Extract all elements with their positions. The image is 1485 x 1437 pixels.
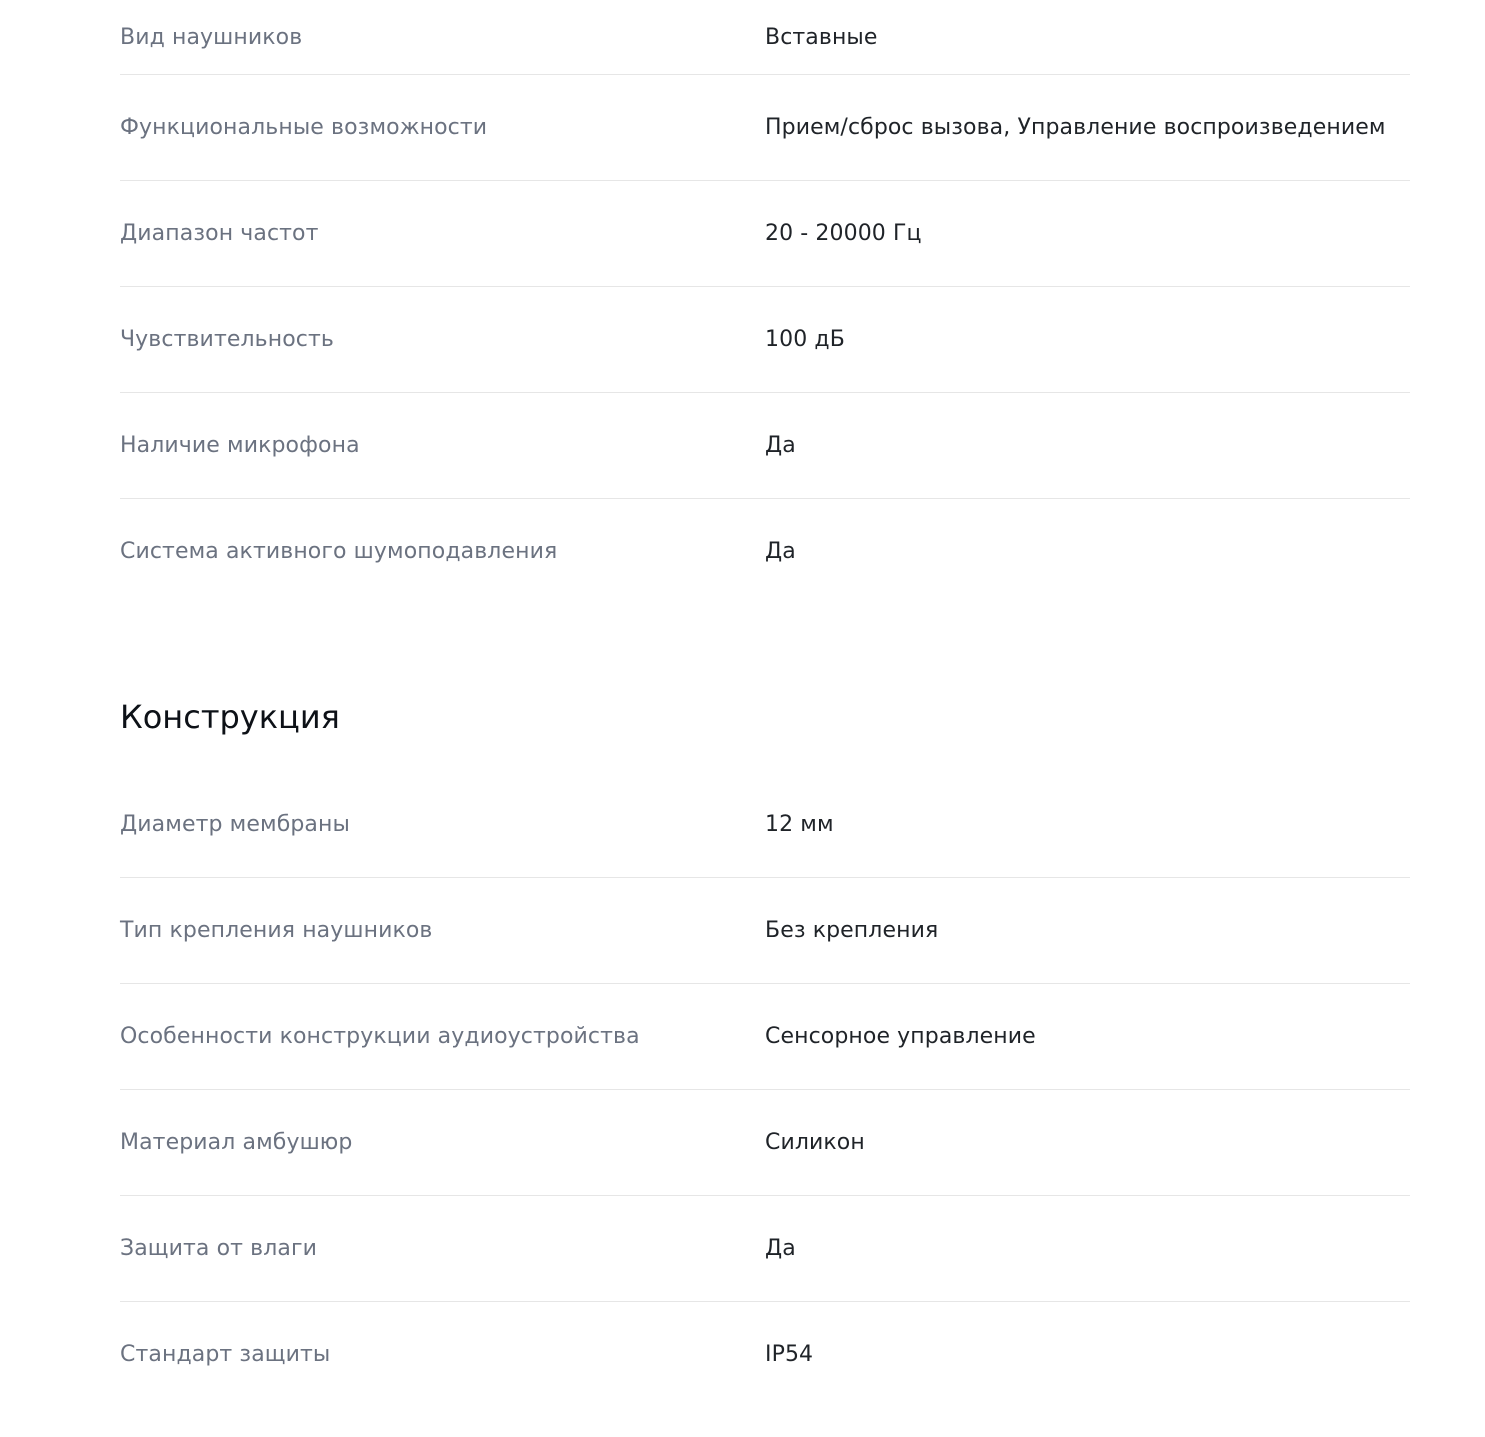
general-specs-list xyxy=(120,0,1410,604)
spec-label: Система активного шумоподавления xyxy=(120,539,558,564)
spec-value: Силикон xyxy=(765,1130,865,1155)
spec-row xyxy=(120,0,1410,75)
spec-label: Материал амбушюр xyxy=(120,1130,353,1155)
spec-label: Диаметр мембраны xyxy=(120,812,350,837)
spec-row xyxy=(120,984,1410,1090)
spec-value: 12 мм xyxy=(765,812,834,837)
spec-value: Да xyxy=(765,539,796,564)
spec-value: Вставные xyxy=(765,24,878,50)
spec-label: Диапазон частот xyxy=(120,221,319,246)
spec-row xyxy=(120,287,1410,393)
spec-row xyxy=(120,499,1410,604)
spec-label: Особенности конструкции аудиоустройства xyxy=(120,1024,640,1049)
spec-row xyxy=(120,1196,1410,1302)
spec-value: Сенсорное управление xyxy=(765,1024,1036,1049)
spec-value: 100 дБ xyxy=(765,327,845,352)
spec-value: Без крепления xyxy=(765,918,939,943)
spec-label: Тип крепления наушников xyxy=(120,918,433,943)
spec-value: Да xyxy=(765,433,796,458)
spec-row xyxy=(120,772,1410,878)
spec-label: Защита от влаги xyxy=(120,1236,318,1261)
spec-row xyxy=(120,75,1410,181)
spec-row xyxy=(120,878,1410,984)
spec-value: 20 - 20000 Гц xyxy=(765,221,922,246)
spec-row xyxy=(120,1090,1410,1196)
spec-label: Наличие микрофона xyxy=(120,433,360,458)
spec-label: Чувствительность xyxy=(120,327,334,352)
spec-value: Прием/сброс вызова, Управление воспроизведением xyxy=(765,115,1386,140)
spec-label: Функциональные возможности xyxy=(120,115,488,140)
construction-specs-list xyxy=(120,772,1410,1407)
spec-label: Вид наушников xyxy=(120,24,303,50)
spec-value: IP54 xyxy=(765,1342,814,1367)
spec-value: Да xyxy=(765,1236,796,1261)
spec-row xyxy=(120,181,1410,287)
spec-row xyxy=(120,393,1410,499)
spec-row xyxy=(120,1302,1410,1407)
spec-label: Стандарт защиты xyxy=(120,1342,331,1367)
section-title-construction: Конструкция xyxy=(120,698,340,736)
